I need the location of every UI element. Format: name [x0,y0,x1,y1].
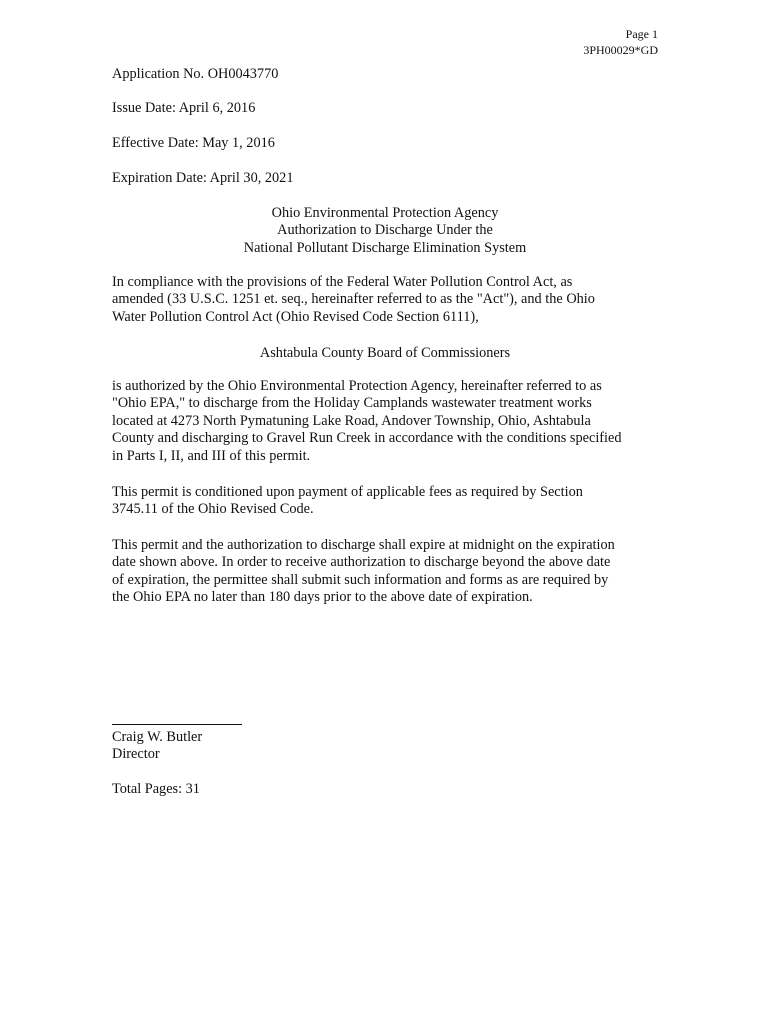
paragraph-line: of expiration, the permittee shall submit such information and forms as are required by [112,571,609,588]
expiration-date: Expiration Date: April 30, 2021 [112,170,294,186]
authorization-paragraph [112,378,672,465]
expiration-paragraph [112,537,672,607]
document-code: 3PH00029*GD [583,43,658,57]
system-name: National Pollutant Discharge Elimination System [243,239,527,256]
paragraph-line: amended (33 U.S.C. 1251 et. seq., hereinafter referred to as the "Act"), and the Ohio [112,291,595,308]
signature-line [112,724,242,725]
paragraph-line: County and discharging to Gravel Run Creek in accordance with the conditions specified [112,430,622,447]
paragraph-line: 3745.11 of the Ohio Revised Code. [112,501,314,518]
signer-title: Director [112,746,160,762]
signer-name: Craig W. Butler [112,729,203,745]
permittee-name: Ashtabula County Board of Commissioners [259,345,511,361]
paragraph-line: "Ohio EPA," to discharge from the Holiday Camplands wastewater treatment works [112,395,592,412]
title-block [112,205,658,257]
issue-date: Issue Date: April 6, 2016 [112,100,256,116]
paragraph-line: date shown above. In order to receive authorization to discharge beyond the above date [112,554,611,571]
paragraph-line: in Parts I, II, and III of this permit. [112,447,311,464]
page-number: Page 1 [625,27,658,41]
authorization-heading: Authorization to Discharge Under the [277,222,493,239]
compliance-paragraph [112,274,672,326]
paragraph-line: This permit is conditioned upon payment of applicable fees as required by Section [112,484,583,500]
paragraph-line: This permit and the authorization to discharge shall expire at midnight on the expiration [112,537,615,553]
agency-name: Ohio Environmental Protection Agency [271,205,499,221]
effective-date: Effective Date: May 1, 2016 [112,135,275,151]
fees-paragraph [112,484,672,519]
total-pages: Total Pages: 31 [112,781,200,797]
paragraph-line: In compliance with the provisions of the Federal Water Pollution Control Act, as [112,274,573,290]
paragraph-line: the Ohio EPA no later than 180 days prior to the above date of expiration. [112,589,533,606]
paragraph-line: Water Pollution Control Act (Ohio Revised Code Section 6111), [112,308,479,325]
paragraph-line: located at 4273 North Pymatuning Lake Road, Andover Township, Ohio, Ashtabula [112,412,591,429]
application-number: Application No. OH0043770 [112,66,279,82]
paragraph-line: is authorized by the Ohio Environmental Protection Agency, hereinafter referred to as [112,378,602,394]
